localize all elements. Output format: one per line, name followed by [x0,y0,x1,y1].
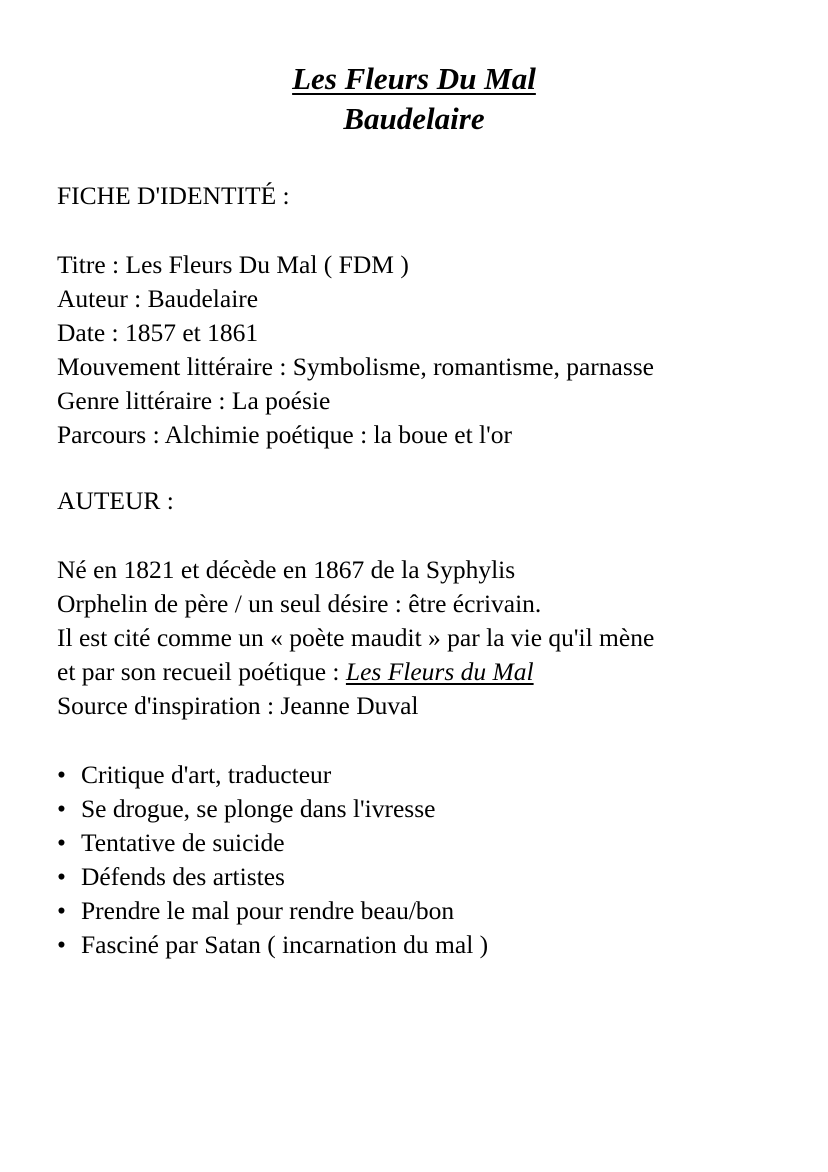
list-item [57,860,488,894]
bio-line-poete-maudit: Il est cité comme un « poète maudit » par la vie qu'il mène [57,623,655,652]
list-item [57,826,488,860]
document-author: Baudelaire [343,101,485,136]
author-heading-text: AUTEUR : [57,486,174,515]
identity-title-line: Titre : Les Fleurs Du Mal ( FDM ) [57,250,409,279]
bio-line-inspiration: Source d'inspiration : Jeanne Duval [57,691,419,720]
bio-line-birth: Né en 1821 et décède en 1867 de la Syphylis [57,555,516,584]
identity-card [57,248,797,452]
bullet-icon: • [57,760,66,789]
bio-line-orphan: Orphelin de père / un seul désire : être écrivain. [57,589,542,618]
list-item-text: Prendre le mal pour rendre beau/bon [81,896,455,925]
list-item-text: Fasciné par Satan ( incarnation du mal ) [81,930,489,959]
identity-movement-line: Mouvement littéraire : Symbolisme, romantisme, parnasse [57,352,654,381]
title-text: Les Fleurs Du Mal [292,61,536,96]
collection-title: Les Fleurs du Mal [345,657,534,686]
list-item-text: Critique d'art, traducteur [81,760,332,789]
author-traits-list [57,758,488,962]
author-heading [57,484,797,518]
list-item [57,758,488,792]
bullet-icon: • [57,828,66,857]
identity-heading [57,179,797,213]
list-item-text: Se drogue, se plonge dans l'ivresse [81,794,436,823]
list-item-text: Tentative de suicide [81,828,285,857]
identity-parcours-line: Parcours : Alchimie poétique : la boue et l'or [57,420,512,449]
list-item [57,928,488,962]
bio-line-collection [57,655,797,689]
identity-author-line: Auteur : Baudelaire [57,284,259,313]
list-item [57,894,488,928]
collection-prefix: et par son recueil poétique : [57,657,346,686]
list-item [57,792,488,826]
identity-genre-line: Genre littéraire : La poésie [57,386,331,415]
list-item-text: Défends des artistes [81,862,285,891]
author-bio [57,553,797,723]
document-title [0,59,828,99]
bullet-icon: • [57,862,66,891]
bullet-icon: • [57,930,66,959]
identity-date-line: Date : 1857 et 1861 [57,318,259,347]
bullet-icon: • [57,794,66,823]
identity-heading-text: FICHE D'IDENTITÉ : [57,181,290,210]
bullet-icon: • [57,896,66,925]
